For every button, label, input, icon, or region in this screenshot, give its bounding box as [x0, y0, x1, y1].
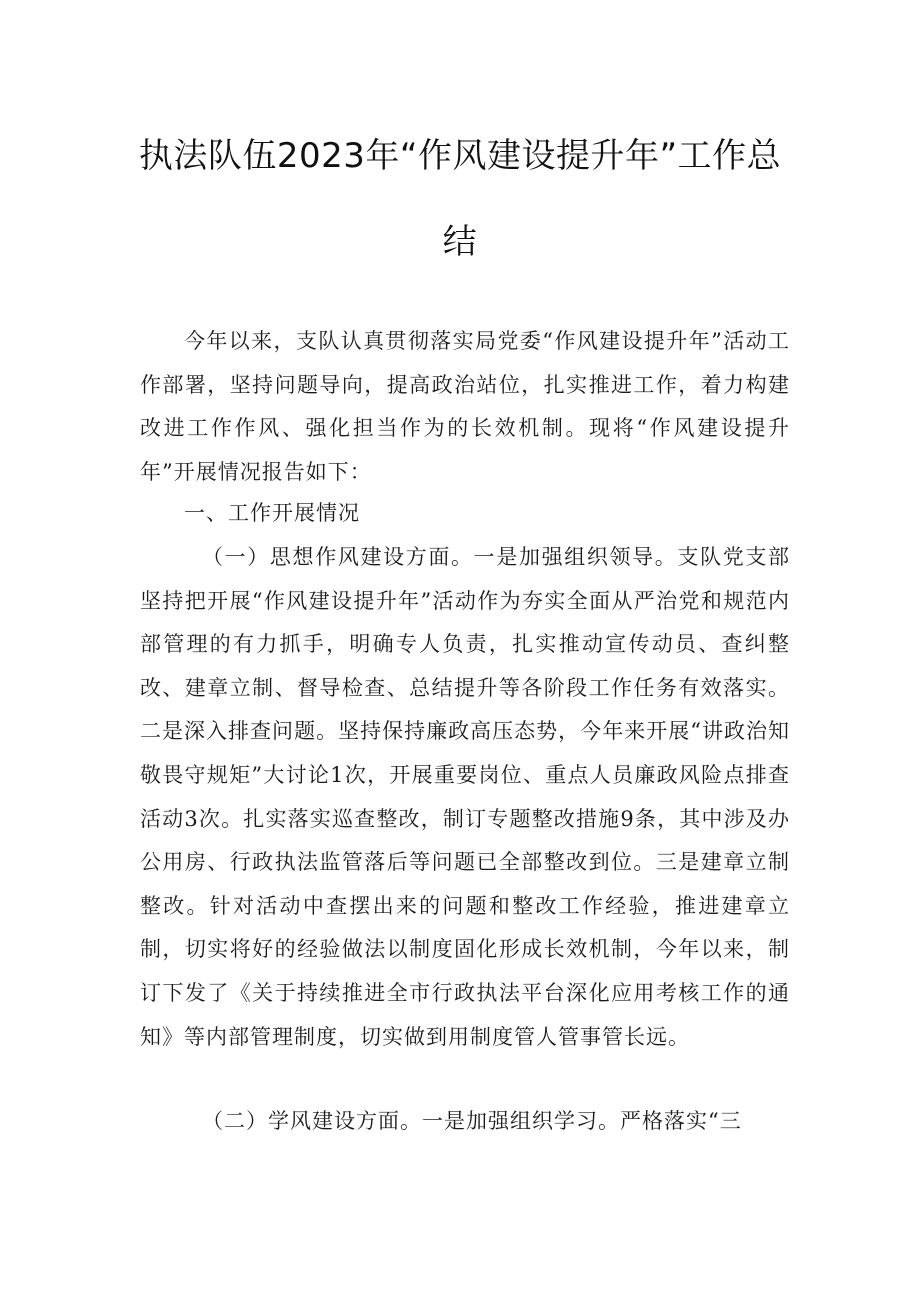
document-title-line-1: 执法队伍2023年“作风建设提升年”工作总: [138, 136, 782, 176]
intro-paragraph: 今年以来，支队认真贯彻落实局党委“作风建设提升年”活动工作部署，坚持问题导向，提高政治站位，扎实推进工作，着力构建改进工作作风、强化担当作为的长效机制。现将“作风建设提升年”开展情况报告如下：: [140, 329, 790, 484]
subsection-2-paragraph: （二）学风建设方面。一是加强组织学习。严格落实“三: [202, 1109, 742, 1133]
document-title-line-2: 结: [442, 222, 478, 262]
section-heading: 一、工作开展情况: [184, 501, 360, 525]
subsection-1-paragraph: （一）思想作风建设方面。一是加强组织领导。支队党支部坚持把开展“作风建设提升年”活动作为夯实全面从严治党和规范内部管理的有力抓手，明确专人负责，扎实推动宣传动员、查纠整改、建章立制、督导检查、总结提升等各阶段工作任务有效落实。二是深入排查问题。坚持保持廉政高压态势，今年来开展“讲政治知敬畏守规矩”大讨论1次，开展重要岗位、重点人员廉政风险点排查活动3次。扎实落实巡查整改，制订专题整改措施9条，其中涉及办公用房、行政执法监管落后等问题已全部整改到位。三是建章立制整改。针对活动中查摆出来的问题和整改工作经验，推进建章立制，切实将好的经验做法以制度固化形成长效机制，今年以来，制订下发了《关于持续推进全市行政执法平台深化应用考核工作的通知》等内部管理制度，切实做到用制度管人管事管长远。: [140, 545, 790, 1049]
